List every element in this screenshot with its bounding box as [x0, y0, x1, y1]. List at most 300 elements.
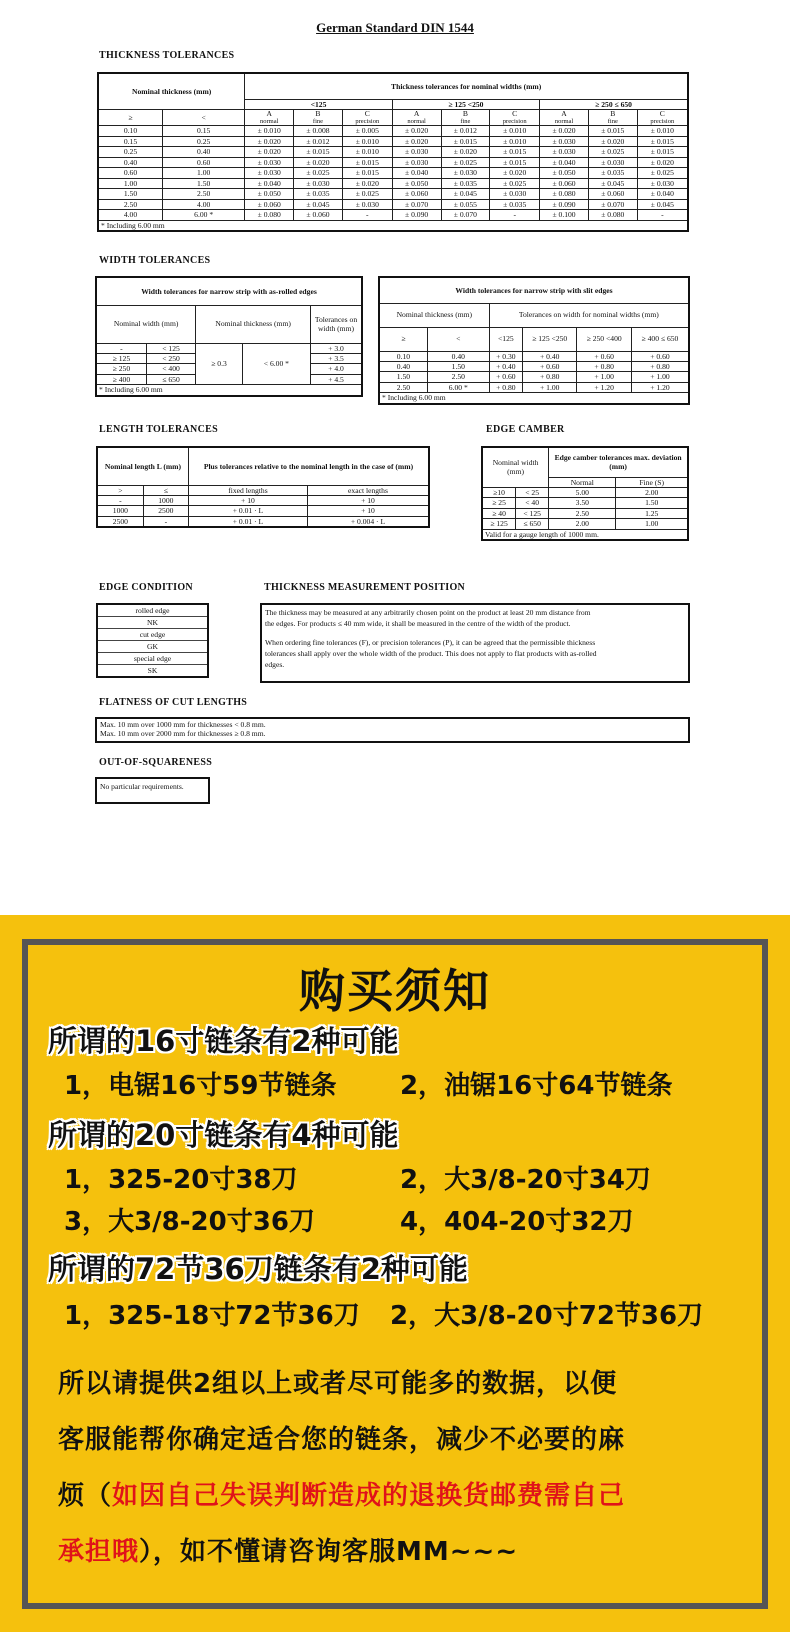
notice-item: 2，油锯16寸64节链条: [400, 1071, 673, 1101]
edge-code: NK: [98, 617, 207, 629]
tolerance-class: [637, 109, 688, 125]
table-cell: < 125: [516, 508, 549, 518]
class-letter: A: [413, 108, 420, 118]
table-cell: ≥ 40: [482, 508, 516, 518]
table-cell: 2.50: [379, 382, 427, 392]
nominal-length-header: Nominal length L (mm): [97, 447, 188, 485]
table-cell: 0.10: [98, 126, 163, 136]
cell: Fine (S): [616, 477, 688, 487]
table-cell: ± 0.015: [490, 157, 540, 167]
table-cell: + 1.00: [631, 372, 689, 382]
table-cell: ± 0.035: [294, 189, 343, 199]
table-cell: ± 0.020: [294, 157, 343, 167]
table-cell: ≥ 25: [482, 498, 516, 508]
tolerance-class: [540, 109, 589, 125]
cell: + 4.0: [311, 364, 363, 374]
table-cell: -: [97, 495, 143, 505]
table-cell: 2500: [143, 506, 188, 516]
table-cell: 1.00: [616, 519, 688, 529]
table-cell: ± 0.020: [245, 147, 294, 157]
cell: < 125: [146, 343, 195, 353]
width-right-title: Width tolerances for narrow strip with slit edges: [379, 277, 689, 303]
table-cell: 0.15: [163, 126, 245, 136]
cell: ≥ 125 <250: [522, 327, 576, 351]
table-cell: ± 0.010: [490, 126, 540, 136]
table-cell: ± 0.070: [588, 199, 637, 209]
notice-title: 购买须知: [299, 964, 491, 1018]
table-cell: ± 0.090: [540, 199, 589, 209]
table-row: [98, 189, 688, 199]
table-row: [98, 157, 688, 167]
table-row: [97, 506, 429, 516]
table-cell: + 0.60: [522, 361, 576, 371]
document-title: German Standard DIN 1544: [316, 20, 474, 35]
cell: exact lengths: [307, 485, 429, 495]
cell: ≥ 250: [96, 364, 146, 374]
cell: -: [96, 343, 146, 353]
edge-code: GK: [98, 641, 207, 653]
tolerance-class: [245, 109, 294, 125]
cell: ≥ 0.3: [196, 343, 242, 385]
notice-heading-16: 所谓的16寸链条有2种可能: [48, 1024, 399, 1058]
cell: ≥ 400 ≤ 650: [631, 327, 689, 351]
cell: + 4.5: [311, 374, 363, 384]
notice-item: 2，大3/8-20寸72节36刀: [390, 1301, 704, 1331]
tolerance-class: [441, 109, 490, 125]
edge-label: cut edge: [98, 629, 207, 641]
table-cell: + 0.60: [631, 351, 689, 361]
table-cell: 1.00: [98, 178, 163, 188]
table-cell: + 0.40: [522, 351, 576, 361]
table-cell: ± 0.060: [392, 189, 441, 199]
table-cell: ± 0.070: [441, 210, 490, 220]
cell: fixed lengths: [188, 485, 307, 495]
table-cell: ± 0.015: [637, 136, 688, 146]
table-cell: < 40: [516, 498, 549, 508]
table-cell: ± 0.020: [540, 126, 589, 136]
notice-item: 1，电锯16寸59节链条: [64, 1071, 337, 1101]
table-cell: 0.25: [98, 147, 163, 157]
table-cell: ± 0.015: [441, 136, 490, 146]
table-cell: ± 0.012: [294, 136, 343, 146]
table-cell: ± 0.055: [441, 199, 490, 209]
edge-code: SK: [147, 666, 158, 675]
thickness-table: [97, 72, 689, 232]
class-name: normal: [554, 118, 574, 126]
table-cell: ± 0.015: [588, 126, 637, 136]
table-cell: ≥: [98, 109, 163, 125]
table-row: [98, 210, 688, 220]
notice-item: 1，325-18寸72节36刀: [64, 1301, 360, 1331]
table-cell: ± 0.035: [588, 168, 637, 178]
cell: ≥ 400: [96, 374, 146, 384]
flatness-heading: FLATNESS OF CUT LENGTHS: [99, 697, 248, 708]
table-row: [482, 519, 688, 529]
table-cell: + 0.01 · L: [188, 506, 307, 516]
table-row: [379, 372, 689, 382]
table-cell: 1.50: [427, 361, 489, 371]
table-cell: ≥10: [482, 487, 516, 497]
table-cell: + 0.60: [577, 351, 631, 361]
nominal-thickness-header: Nominal thickness (mm): [98, 73, 245, 109]
table-cell: ± 0.030: [245, 157, 294, 167]
notice-paragraph-line: 所以请提供2组以上或者尽可能多的数据，以便: [58, 1369, 618, 1399]
table-cell: 0.10: [379, 351, 427, 361]
table-row: [482, 508, 688, 518]
table-cell: ± 0.030: [540, 136, 589, 146]
warning-text: 承担哦: [58, 1537, 140, 1567]
table-cell: ± 0.030: [342, 199, 392, 209]
table-row: [379, 351, 689, 361]
table-cell: 0.60: [163, 157, 245, 167]
nominal-width-header: Nominal width (mm): [482, 447, 549, 487]
table-cell: ± 0.015: [637, 147, 688, 157]
table-cell: ± 0.040: [392, 168, 441, 178]
table-cell: 0.40: [427, 351, 489, 361]
warning-text: 如因自己失误判断造成的退换货邮费需自己: [112, 1481, 626, 1511]
width-heading: WIDTH TOLERANCES: [99, 255, 211, 266]
table-cell: ± 0.060: [588, 189, 637, 199]
table-cell: ± 0.060: [245, 199, 294, 209]
table-cell: 0.25: [163, 136, 245, 146]
cell: ≤: [143, 485, 188, 495]
table-cell: ± 0.070: [392, 199, 441, 209]
table-cell: 4.00: [98, 210, 163, 220]
notice-item: 4，404-20寸32刀: [400, 1207, 634, 1237]
class-name: precision: [650, 118, 675, 126]
table-cell: ± 0.025: [294, 168, 343, 178]
table-cell: ± 0.015: [490, 147, 540, 157]
table-cell: + 0.80: [489, 382, 522, 392]
table-cell: ± 0.030: [392, 157, 441, 167]
notice-item: 1，325-20寸38刀: [64, 1165, 298, 1195]
table-cell: ± 0.045: [637, 199, 688, 209]
width-group: <125: [245, 99, 392, 109]
table-cell: ± 0.045: [588, 178, 637, 188]
table-cell: 2.50: [549, 508, 616, 518]
table-row: [97, 495, 429, 505]
table-row: [98, 178, 688, 188]
notice-paragraph-line: 客服能帮你确定适合您的链条，减少不必要的麻: [58, 1425, 626, 1455]
table-cell: ± 0.025: [588, 147, 637, 157]
table-cell: ± 0.080: [588, 210, 637, 220]
table-cell: ± 0.020: [392, 136, 441, 146]
measurement-box: [260, 603, 690, 683]
table-cell: + 1.20: [631, 382, 689, 392]
cell: >: [97, 485, 143, 495]
table-cell: + 0.80: [631, 361, 689, 371]
table-cell: ± 0.008: [294, 126, 343, 136]
class-name: fine: [607, 118, 618, 126]
table-cell: ± 0.030: [540, 147, 589, 157]
cell: < 6.00 *: [242, 343, 310, 385]
tolerance-header: Tolerances on width for nominal widths (mm): [489, 303, 689, 327]
table-cell: 2.50: [163, 189, 245, 199]
table-cell: ± 0.020: [392, 126, 441, 136]
table-cell: 1.50: [98, 189, 163, 199]
table-row: [98, 126, 688, 136]
cell: <125: [489, 327, 522, 351]
text-line: The thickness may be measured at any arbitrarily chosen point on the product at least 20 mm distance from: [265, 608, 591, 617]
table-cell: ± 0.030: [245, 168, 294, 178]
table-cell: -: [490, 210, 540, 220]
table-row: [482, 498, 688, 508]
width-group: ≥ 125 <250: [392, 99, 539, 109]
nominal-width-header: Nominal width (mm): [96, 305, 196, 343]
length-heading: LENGTH TOLERANCES: [99, 424, 218, 435]
table-cell: + 1.20: [577, 382, 631, 392]
table-cell: + 0.40: [489, 361, 522, 371]
notice-frame: [22, 939, 768, 1609]
table-cell: ± 0.025: [342, 189, 392, 199]
table-row: [97, 516, 429, 527]
plus-tolerance-header: Plus tolerances relative to the nominal length in the case of (mm): [188, 447, 429, 485]
class-name: fine: [460, 118, 471, 126]
cell: ≥: [379, 327, 427, 351]
table-cell: + 0.60: [489, 372, 522, 382]
table-row: [98, 168, 688, 178]
table-cell: 0.40: [163, 147, 245, 157]
class-letter: A: [266, 108, 272, 118]
table-cell: ± 0.012: [441, 126, 490, 136]
nominal-thickness-header: Nominal thickness (mm): [196, 305, 311, 343]
table-cell: + 10: [307, 506, 429, 516]
class-name: precision: [355, 118, 380, 126]
cell: + 3.0: [311, 343, 363, 353]
cell: < 250: [146, 353, 195, 363]
squareness-box: [95, 777, 210, 804]
table-row: [482, 487, 688, 497]
table-cell: 5.00: [549, 487, 616, 497]
table-cell: 2.00: [616, 487, 688, 497]
text-line: Max. 10 mm over 2000 mm for thicknesses ≥ 0.8 mm.: [100, 729, 266, 739]
tolerance-class: [490, 109, 540, 125]
table-cell: ± 0.030: [441, 168, 490, 178]
table-cell: ± 0.015: [342, 168, 392, 178]
text-line: No particular requirements.: [100, 782, 184, 791]
table-row: [98, 199, 688, 209]
length-table: [96, 446, 430, 528]
class-name: fine: [312, 118, 324, 126]
table-cell: ± 0.050: [245, 189, 294, 199]
nominal-thickness-header: Nominal thickness (mm): [379, 303, 489, 327]
table-cell: -: [637, 210, 688, 220]
table-cell: ± 0.030: [637, 178, 688, 188]
table-cell: ± 0.010: [342, 147, 392, 157]
class-letter: C: [512, 108, 518, 118]
tolerance-class: [294, 109, 343, 125]
cell: < 400: [146, 364, 195, 374]
table-cell: ± 0.080: [540, 189, 589, 199]
table-row: [379, 361, 689, 371]
purchase-notice-panel: [0, 915, 790, 1632]
table-cell: ± 0.010: [637, 126, 688, 136]
table-cell: ± 0.035: [490, 199, 540, 209]
table-cell: 2.50: [98, 199, 163, 209]
table-cell: 2.50: [427, 372, 489, 382]
table-cell: ± 0.045: [441, 189, 490, 199]
table-cell: 1000: [143, 495, 188, 505]
table-cell: -: [342, 210, 392, 220]
table-cell: ± 0.045: [294, 199, 343, 209]
table-cell: 0.15: [98, 136, 163, 146]
table-cell: ± 0.025: [441, 157, 490, 167]
text: ），如不懂请咨询客服MM~~~: [139, 1537, 519, 1567]
thickness-heading: THICKNESS TOLERANCES: [99, 50, 235, 61]
notice-paragraph-line: [58, 1475, 625, 1512]
edge-condition-heading: EDGE CONDITION: [99, 582, 193, 593]
tolerance-header: Tolerances on width (mm): [311, 305, 363, 343]
edge-label: special edge: [98, 653, 207, 665]
text-line: edges.: [265, 660, 285, 669]
table-cell: <: [163, 109, 245, 125]
table-cell: ≤ 650: [516, 519, 549, 529]
table-row: [98, 136, 688, 146]
table-cell: ± 0.100: [540, 210, 589, 220]
measurement-heading: THICKNESS MEASUREMENT POSITION: [264, 582, 466, 593]
table-cell: 0.40: [379, 361, 427, 371]
table-row: [379, 382, 689, 392]
notice-heading-20: 所谓的20寸链条有4种可能: [48, 1118, 399, 1152]
edge-label: rolled edge: [98, 605, 207, 617]
table-cell: ± 0.030: [588, 157, 637, 167]
table-cell: ± 0.030: [490, 189, 540, 199]
table-cell: ± 0.060: [540, 178, 589, 188]
table-cell: < 25: [516, 487, 549, 497]
class-letter: C: [364, 108, 370, 118]
table-cell: + 10: [188, 495, 307, 505]
table-cell: 0.60: [98, 168, 163, 178]
width-left-title: Width tolerances for narrow strip with as-rolled edges: [96, 277, 362, 305]
text: 烦（: [58, 1481, 113, 1511]
table-cell: ≥ 125: [482, 519, 516, 529]
cell: ≥ 125: [96, 353, 146, 363]
notice-item: 3，大3/8-20寸36刀: [64, 1207, 315, 1237]
table-cell: 1.25: [616, 508, 688, 518]
camber-heading: EDGE CAMBER: [486, 424, 565, 435]
class-name: normal: [407, 118, 426, 126]
class-name: normal: [260, 118, 279, 126]
notice-paragraph-line: [58, 1531, 518, 1568]
notice-item: 2，大3/8-20寸34刀: [400, 1165, 651, 1195]
table-cell: 1.00: [163, 168, 245, 178]
table-cell: ± 0.015: [294, 147, 343, 157]
table-cell: ± 0.005: [342, 126, 392, 136]
tolerance-class: [342, 109, 392, 125]
class-name: precision: [502, 118, 527, 126]
footnote: * Including 6.00 mm: [98, 220, 688, 231]
tolerance-class: [588, 109, 637, 125]
table-cell: + 0.80: [577, 361, 631, 371]
table-cell: + 0.01 · L: [188, 516, 307, 527]
cell: Normal: [549, 477, 616, 487]
camber-tol-header: Edge camber tolerances max. deviation (mm): [549, 447, 688, 477]
table-cell: ± 0.020: [441, 147, 490, 157]
class-letter: C: [659, 108, 665, 118]
table-cell: 1.50: [616, 498, 688, 508]
class-letter: B: [315, 108, 321, 118]
notice-heading-72: 所谓的72节36刀链条有2种可能: [48, 1252, 468, 1286]
text-line: the edges. For products ≤ 40 mm wide, it shall be measured in the centre of the width of the product.: [265, 619, 571, 628]
table-cell: 2.00: [549, 519, 616, 529]
table-cell: ± 0.025: [490, 178, 540, 188]
cell: ≥ 250 <400: [577, 327, 631, 351]
footnote: * Including 6.00 mm: [96, 385, 362, 396]
table-cell: ± 0.020: [245, 136, 294, 146]
cell: ≤ 650: [146, 374, 195, 384]
table-cell: ± 0.035: [441, 178, 490, 188]
table-cell: ± 0.010: [490, 136, 540, 146]
width-slit-table: [378, 276, 690, 405]
flatness-box: [95, 717, 690, 743]
table-cell: 1.50: [163, 178, 245, 188]
table-cell: ± 0.090: [392, 210, 441, 220]
class-letter: B: [462, 108, 468, 118]
table-cell: 4.00: [163, 199, 245, 209]
table-cell: ± 0.010: [245, 126, 294, 136]
class-letter: B: [610, 108, 616, 118]
text-line: tolerances shall apply over the whole width of the product. This does not apply to flat products with as-rolled: [265, 649, 597, 658]
table-cell: 1.50: [379, 372, 427, 382]
table-row: [98, 147, 688, 157]
class-letter: A: [561, 108, 567, 118]
table-cell: 6.00 *: [163, 210, 245, 220]
table-cell: 0.40: [98, 157, 163, 167]
edge-condition-box: [96, 603, 209, 678]
table-cell: ± 0.060: [294, 210, 343, 220]
table-cell: + 0.80: [522, 372, 576, 382]
table-cell: ± 0.025: [637, 168, 688, 178]
tolerance-class: [392, 109, 441, 125]
table-cell: ± 0.030: [294, 178, 343, 188]
table-cell: ± 0.010: [342, 136, 392, 146]
table-cell: 3.50: [549, 498, 616, 508]
cell: <: [427, 327, 489, 351]
table-cell: ± 0.015: [342, 157, 392, 167]
footnote: Valid for a gauge length of 1000 mm.: [482, 529, 688, 540]
table-cell: ± 0.040: [540, 157, 589, 167]
table-cell: 6.00 *: [427, 382, 489, 392]
width-asrolled-table: [95, 276, 363, 397]
table-cell: + 10: [307, 495, 429, 505]
table-cell: 2500: [97, 516, 143, 527]
thickness-class-row: [98, 109, 688, 125]
table-cell: ± 0.050: [540, 168, 589, 178]
camber-table: [481, 446, 689, 541]
table-cell: ± 0.020: [588, 136, 637, 146]
cell: + 3.5: [311, 353, 363, 363]
table-cell: -: [143, 516, 188, 527]
width-group: ≥ 250 ≤ 650: [540, 99, 688, 109]
table-cell: 1000: [97, 506, 143, 516]
table-cell: ± 0.040: [245, 178, 294, 188]
table-cell: + 0.004 · L: [307, 516, 429, 527]
table-cell: ± 0.050: [392, 178, 441, 188]
table-cell: ± 0.020: [342, 178, 392, 188]
table-cell: ± 0.020: [490, 168, 540, 178]
table-cell: + 1.00: [577, 372, 631, 382]
table-cell: ± 0.020: [637, 157, 688, 167]
table-cell: ± 0.030: [392, 147, 441, 157]
table-cell: + 0.30: [489, 351, 522, 361]
footnote: * Including 6.00 mm: [379, 393, 689, 404]
text-line: Max. 10 mm over 1000 mm for thicknesses < 0.8 mm.: [100, 720, 266, 729]
text-line: When ordering fine tolerances (F), or precision tolerances (P), it can be agreed that the permissible thickness: [265, 638, 596, 647]
table-cell: ± 0.040: [637, 189, 688, 199]
table-cell: ± 0.080: [245, 210, 294, 220]
table-cell: + 1.00: [522, 382, 576, 392]
squareness-heading: OUT-OF-SQUARENESS: [99, 757, 213, 768]
